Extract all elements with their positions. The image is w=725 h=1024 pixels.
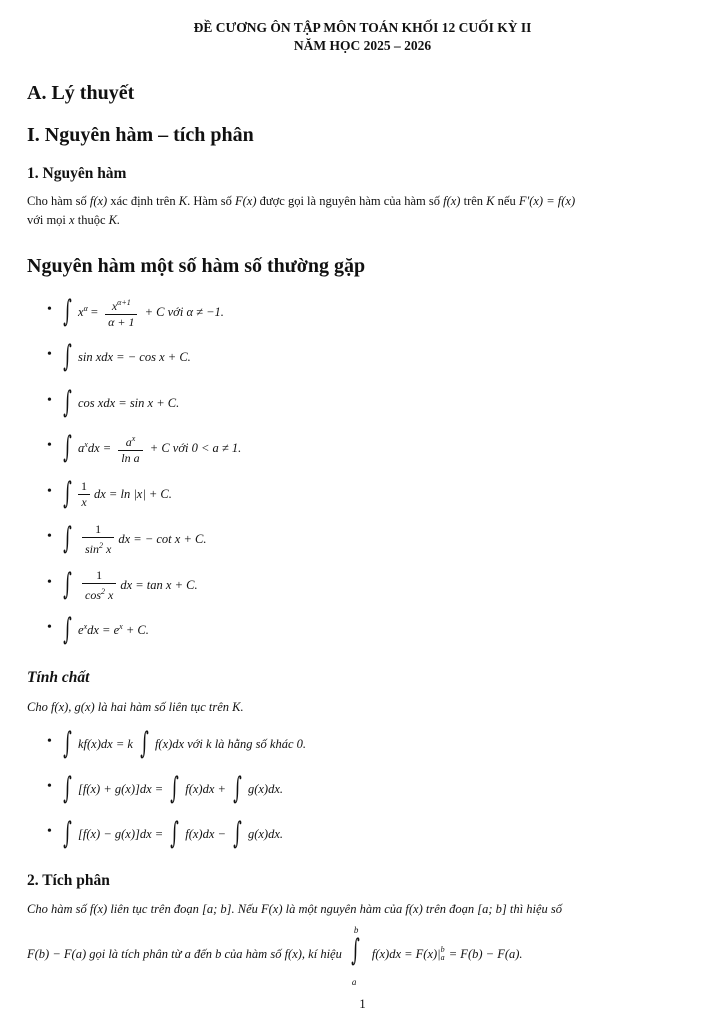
integral-sign: ∫: [63, 294, 72, 329]
formula-sin-squared: ∫ $\frac{1}{\sin^2 x}$ dx = − cot x + C.: [63, 521, 207, 556]
formula-sin: ∫ sin xdx = − cos x + C.: [63, 339, 191, 374]
definite-integral-line-1: Cho hàm số f(x) liên tục trên đoạn [a; b]. Nếu F(x) là một nguyên hàm của f(x) trên đoạn [a; b] thì hiệu số: [27, 902, 562, 916]
upper-limit: b: [353, 925, 359, 935]
integral-sign: ∫: [350, 933, 360, 968]
formula-cos: ∫ cos xdx = sin x + C.: [63, 385, 180, 420]
section-i-heading: I. Nguyên hàm – tích phân: [27, 124, 254, 146]
bullet: •: [47, 484, 52, 499]
integral-sign: ∫: [233, 816, 242, 851]
lower-limit: a: [351, 977, 357, 987]
property-difference: ∫ [f(x) − g(x)]dx = ∫ f(x)dx − ∫ g(x)dx.: [63, 816, 284, 851]
subsection-2-heading: 2. Tích phân: [27, 872, 110, 889]
integral-sign: ∫: [63, 430, 72, 465]
page-number: 1: [359, 996, 366, 1011]
integral-sign: ∫: [63, 816, 72, 851]
bullet: •: [47, 575, 52, 590]
integral-sign: ∫: [170, 771, 180, 806]
formula-reciprocal: ∫ $\frac{1}{x}$ dx = ln |x| + C.: [63, 476, 172, 511]
definition-line-1: Cho hàm số f(x) xác định trên K. Hàm số F(x) được gọi là nguyên hàm của hàm số f(x) trên K nếu F′(x) = f(x): [27, 194, 576, 208]
fraction: $\frac{1}{\cos^2 x}$: [82, 568, 116, 603]
bullet: •: [47, 734, 52, 749]
integral-sign: ∫: [63, 771, 72, 806]
bullet: •: [47, 824, 52, 839]
fraction: $\frac{1}{x}$: [78, 479, 90, 510]
integral-sign: ∫: [233, 771, 242, 806]
fraction: $\frac{x^{\alpha+1}}{\alpha + 1}$: [105, 295, 137, 330]
definite-integral-sign: [348, 925, 366, 987]
property-constant-multiple: ∫ kf(x)dx = k ∫ f(x)dx với k là hằng số khác 0.: [63, 726, 307, 761]
fraction: $\frac{a^x}{\text{ln a}}$: [118, 431, 142, 466]
school-year: NĂM HỌC 2025 – 2026: [293, 38, 432, 53]
formula-natural-exp: ∫ $e^xdx = e^x + C$.: [63, 612, 149, 647]
subsection-1-heading: 1. Nguyên hàm: [27, 165, 127, 182]
property-sum: ∫ [f(x) + g(x)]dx = ∫ f(x)dx + ∫ g(x)dx.: [63, 771, 284, 806]
bullet: •: [47, 779, 52, 794]
integral-sign: ∫: [170, 816, 180, 851]
bullet: •: [47, 393, 52, 408]
definition-line-2: với mọi x thuộc K.: [27, 213, 121, 227]
integral-sign: ∫: [63, 726, 72, 761]
bullet: •: [47, 529, 52, 544]
integral-sign: ∫: [63, 567, 72, 602]
integral-sign: ∫: [140, 726, 149, 761]
integral-sign: ∫: [63, 521, 72, 556]
fraction: $\frac{1}{\sin^2 x}$: [82, 522, 114, 557]
document-title: ĐỀ CƯƠNG ÔN TẬP MÔN TOÁN KHỐI 12 CUỐI KỲ II: [193, 20, 532, 35]
section-a-heading: A. Lý thuyết: [27, 82, 135, 104]
formula-exponential: ∫ $a^xdx$ = $\frac{a^x}{\text{ln a}}$ + C với 0 < a ≠ 1.: [63, 430, 242, 465]
integral-sign: ∫: [63, 385, 72, 420]
definite-integral-line-2: F(b) − F(a) gọi là tích phân từ a đến b của hàm số f(x), kí hiệu b ∫ a f(x)dx = F(x)| b a = F(b) − F(a).: [27, 934, 523, 974]
common-antiderivatives-heading: Nguyên hàm một số hàm số thường gặp: [27, 255, 366, 277]
integral-sign: ∫: [63, 612, 72, 647]
integral-sign: ∫: [63, 339, 72, 374]
integral-sign: ∫: [63, 476, 72, 511]
properties-heading: Tính chất: [27, 669, 90, 686]
bullet: •: [47, 347, 52, 362]
bullet: •: [47, 438, 52, 453]
properties-intro: Cho f(x), g(x) là hai hàm số liên tục trên K.: [27, 700, 244, 714]
bullet: •: [47, 302, 52, 317]
bullet: •: [47, 620, 52, 635]
formula-power: ∫ $x^\alpha$ = $\frac{x^{\alpha+1}}{\alpha + 1}$ + C với α ≠ −1.: [63, 294, 224, 329]
formula-cos-squared: ∫ $\frac{1}{\cos^2 x}$ dx = tan x + C.: [63, 567, 198, 602]
